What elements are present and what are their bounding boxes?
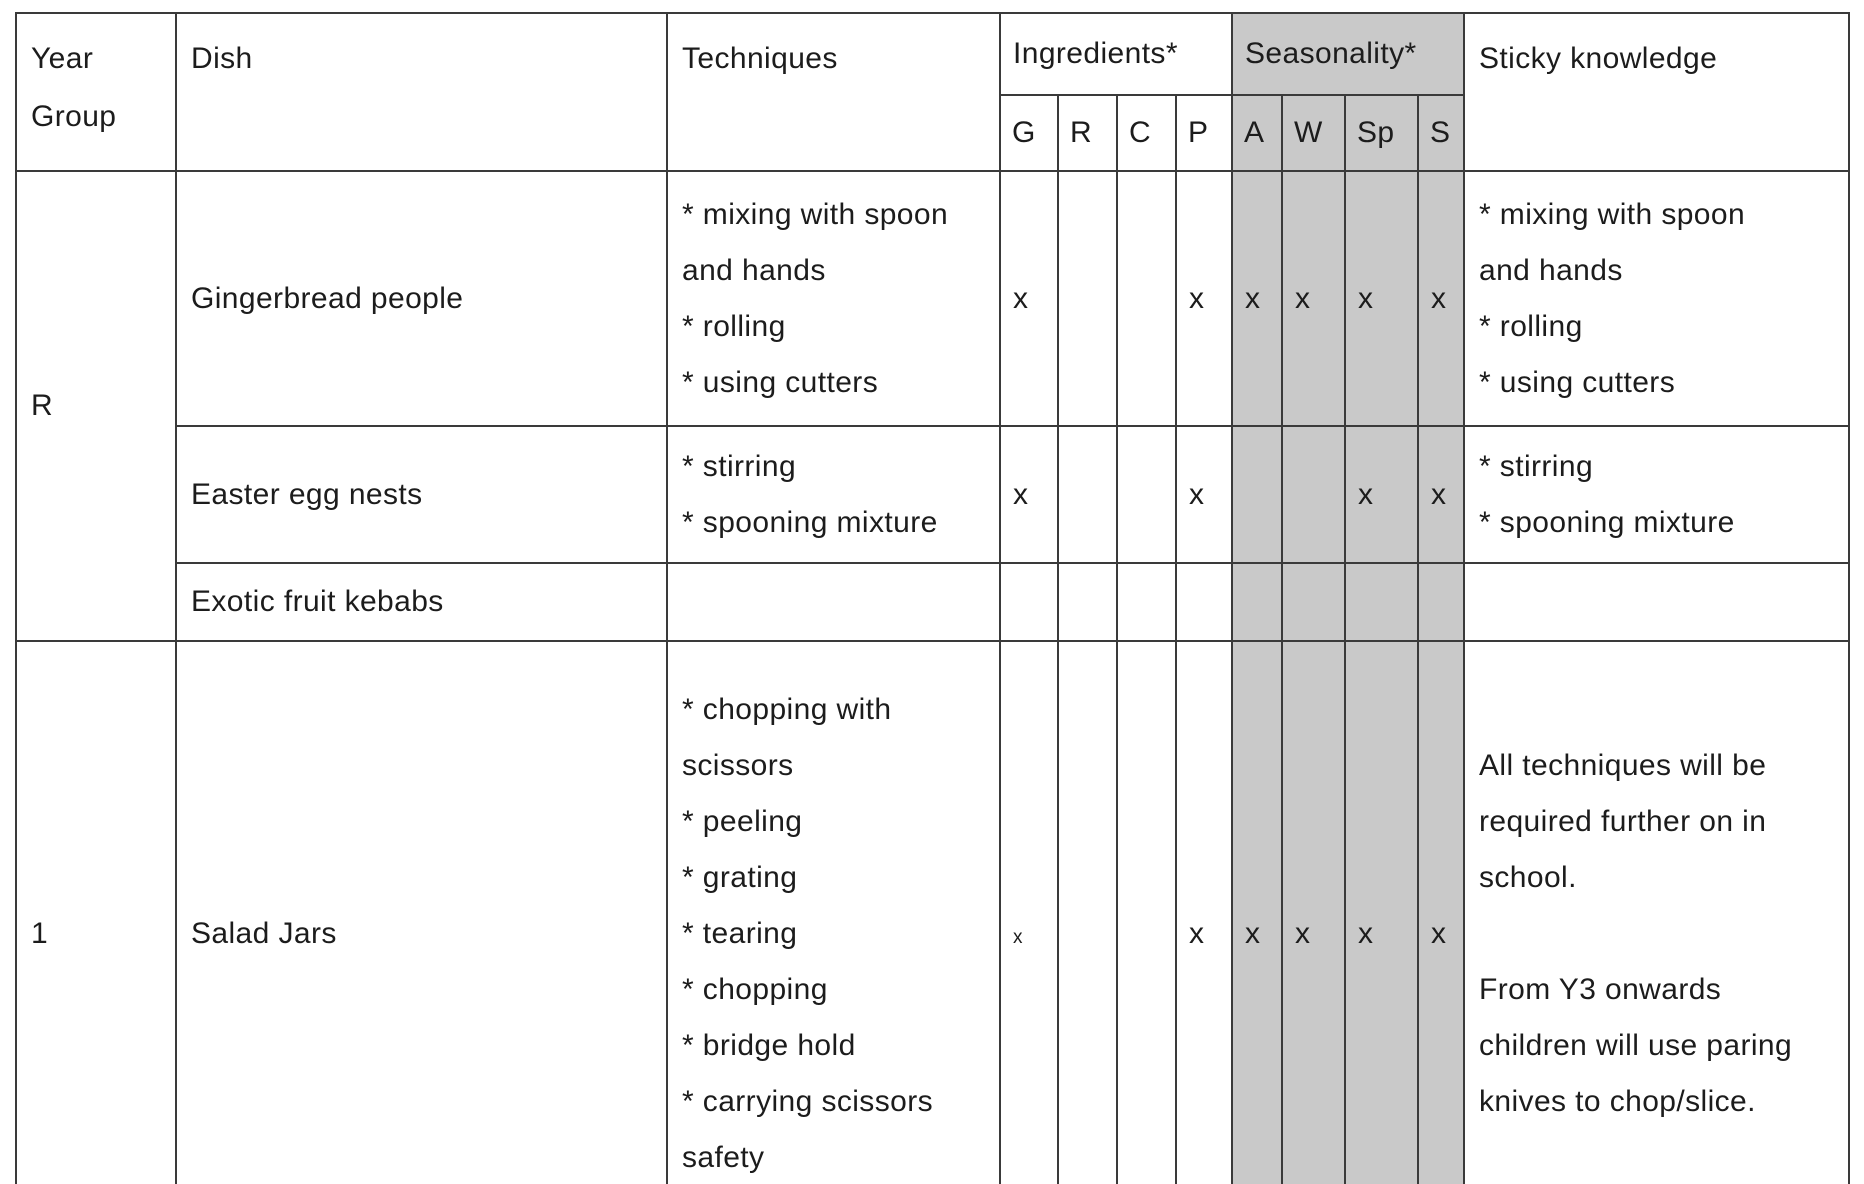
subcol-header-a: A: [1232, 95, 1282, 171]
col-header-year-group: Year Group: [16, 13, 176, 171]
col-header-seasonality: Seasonality*: [1232, 13, 1464, 95]
mark-cell-s: x: [1418, 641, 1464, 1184]
mark-cell-a: [1232, 426, 1282, 563]
technique-line: * spooning mixture: [682, 505, 938, 539]
subcol-header-s: S: [1418, 95, 1464, 171]
mark-cell-s: x: [1418, 426, 1464, 563]
mark-cell-g: [1000, 641, 1058, 1184]
dish-cell: Gingerbread people: [176, 171, 667, 426]
techniques-cell: [667, 171, 1000, 426]
mark-cell-sp: [1345, 563, 1418, 641]
sticky-knowledge-cell: [1464, 171, 1849, 426]
sticky-knowledge-cell: [1464, 426, 1849, 563]
mark-cell-w: x: [1282, 641, 1345, 1184]
table-row-gingerbread: [16, 171, 1849, 426]
technique-line: * peeling: [682, 804, 803, 838]
mark-cell-s: x: [1418, 171, 1464, 426]
table-row-exotic-fruit-kebabs: [16, 563, 1849, 641]
mark-cell-r: [1058, 563, 1117, 641]
mark-cell-w: [1282, 426, 1345, 563]
technique-line: * chopping with scissors: [682, 692, 892, 782]
technique-line: * stirring: [682, 449, 797, 483]
mark-cell-c: [1117, 426, 1176, 563]
table-row-salad-jars: [16, 641, 1849, 1184]
food-curriculum-table: [15, 12, 1850, 1184]
subcol-header-p: P: [1176, 95, 1232, 171]
table-row-easter-egg-nests: [16, 426, 1849, 563]
mark-cell-r: [1058, 641, 1117, 1184]
technique-line: * rolling: [682, 309, 786, 343]
dish-cell: Exotic fruit kebabs: [176, 563, 667, 641]
technique-line: * mixing with spoon and hands: [682, 197, 949, 287]
technique-line: * chopping: [682, 972, 828, 1006]
techniques-cell: [667, 563, 1000, 641]
mark-cell-r: [1058, 426, 1117, 563]
sticky-knowledge-cell: [1464, 563, 1849, 641]
small-x-mark: x: [1013, 926, 1023, 948]
sticky-line: * mixing with spoon and hands: [1479, 197, 1746, 287]
technique-line: * using cutters: [682, 365, 879, 399]
mark-cell-c: [1117, 641, 1176, 1184]
subcol-header-c: C: [1117, 95, 1176, 171]
mark-cell-s: [1418, 563, 1464, 641]
dish-cell: Easter egg nests: [176, 426, 667, 563]
mark-cell-p: x: [1176, 641, 1232, 1184]
subcol-header-w: W: [1282, 95, 1345, 171]
col-header-techniques: Techniques: [667, 13, 1000, 171]
mark-cell-w: [1282, 563, 1345, 641]
mark-cell-g: x: [1000, 171, 1058, 426]
sticky-line: * stirring: [1479, 449, 1594, 483]
technique-line: * tearing: [682, 916, 798, 950]
mark-cell-c: [1117, 171, 1176, 426]
year-group-cell-1: 1: [16, 641, 176, 1184]
mark-cell-c: [1117, 563, 1176, 641]
sticky-knowledge-cell: [1464, 641, 1849, 1184]
mark-cell-w: x: [1282, 171, 1345, 426]
col-header-dish: Dish: [176, 13, 667, 171]
subcol-header-sp: Sp: [1345, 95, 1418, 171]
mark-cell-a: x: [1232, 641, 1282, 1184]
mark-cell-sp: x: [1345, 171, 1418, 426]
sticky-paragraph: From Y3 onwards children will use paring knives to chop/slice.: [1479, 972, 1793, 1118]
dish-cell: Salad Jars: [176, 641, 667, 1184]
mark-cell-p: x: [1176, 171, 1232, 426]
mark-cell-sp: x: [1345, 641, 1418, 1184]
header-row: [16, 13, 1849, 95]
technique-line: * bridge hold: [682, 1028, 856, 1062]
techniques-cell: [667, 426, 1000, 563]
sticky-paragraph: All techniques will be required further on in school.: [1479, 748, 1767, 894]
mark-cell-a: x: [1232, 171, 1282, 426]
technique-line: * grating: [682, 860, 798, 894]
subcol-header-r: R: [1058, 95, 1117, 171]
mark-cell-p: x: [1176, 426, 1232, 563]
technique-line: * carrying scissors safety: [682, 1084, 933, 1174]
mark-cell-r: [1058, 171, 1117, 426]
sticky-line: * spooning mixture: [1479, 505, 1735, 539]
subcol-header-g: G: [1000, 95, 1058, 171]
mark-cell-sp: x: [1345, 426, 1418, 563]
col-header-ingredients: Ingredients*: [1000, 13, 1232, 95]
mark-cell-g: x: [1000, 426, 1058, 563]
mark-cell-g: [1000, 563, 1058, 641]
col-header-sticky-knowledge: Sticky knowledge: [1464, 13, 1849, 171]
techniques-cell: [667, 641, 1000, 1184]
sticky-line: * rolling: [1479, 309, 1583, 343]
year-group-cell-r: R: [16, 171, 176, 641]
mark-cell-a: [1232, 563, 1282, 641]
sticky-line: * using cutters: [1479, 365, 1676, 399]
mark-cell-p: [1176, 563, 1232, 641]
